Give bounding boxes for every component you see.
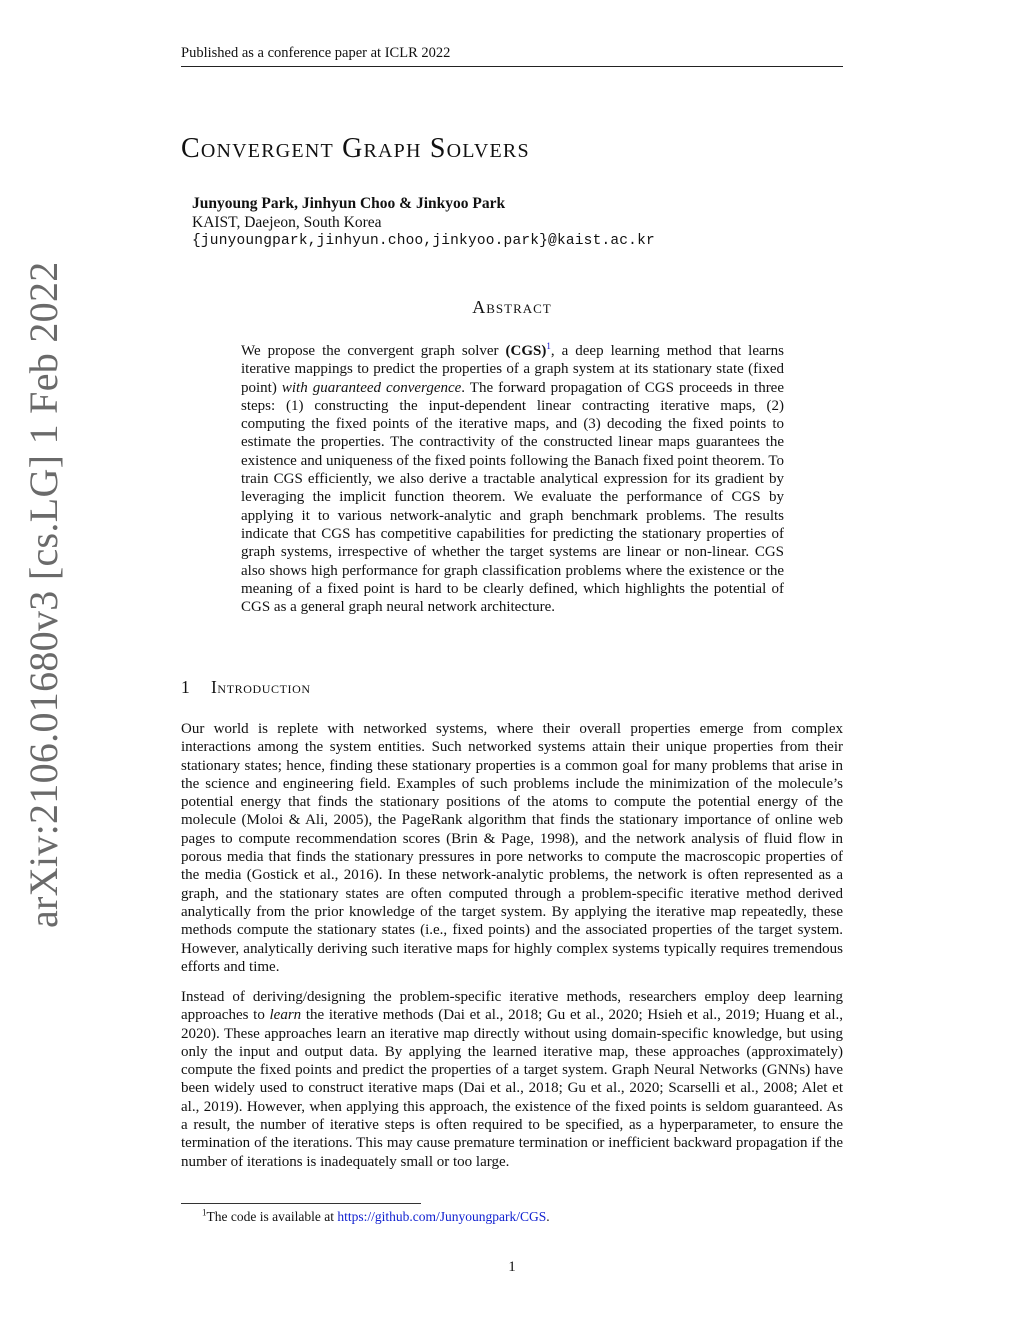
running-header: Published as a conference paper at ICLR 2022 — [181, 44, 843, 67]
paper-title: Convergent Graph Solvers — [181, 133, 530, 164]
intro-p2-rest: the iterative methods (Dai et al., 2018; Gu et al., 2020; Hsieh et al., 2019; Huang et al., 2020). These approaches learn an iterative map directly without using domain-specific knowledge, but using only the input and output data. By applying the learned iterative map, these approaches (approximately) compute the fixed points and predict the properties of a target system. Graph Neural Networks (GNNs) have been widely used to construct iterative maps (Dai et al., 2018; Gu et al., 2020; Scarselli et al., 2008; Alet et al., 2019). However, when applying this approach, the existence of the fixed points is seldom guaranteed. As a result, the number of iterative steps is often required to be specified, as a hyperparameter, to ensure the termination of the iterations. This may cause premature termination or inefficient backward propagation if the number of iterations is inadequately small or too large. — [181, 1007, 843, 1170]
abstract-intro: We propose the convergent graph solver — [241, 343, 506, 359]
arxiv-stamp: arXiv:2106.01680v3 [cs.LG] 1 Feb 2022 — [21, 261, 66, 928]
intro-p2-emphasis: learn — [269, 1007, 302, 1024]
footnote-divider — [181, 1203, 421, 1204]
footnote-mark-link[interactable]: 1 — [546, 341, 551, 351]
abstract-emphasis: with guaranteed convergence — [281, 379, 462, 396]
section-heading — [181, 676, 311, 698]
footnote — [202, 1208, 550, 1226]
footnote-text: The code is available at — [206, 1209, 338, 1224]
abstract-text-2: . The forward propagation of CGS proceeds in three steps: (1) constructing the input-dependent linear contracting iterative maps, (2) computing the fixed points of the iterative maps, and (3) decoding the fixed points to estimate the properties. The contractivity of the constructed linear maps guarantees the existence and uniqueness of the fixed points following the Banach fixed point theorem. To train CGS efficiently, we also derive a tractable analytical expression for its gradient by leveraging the implicit function theorem. We evaluate the performance of CGS by applying it to various network-analytic and graph benchmark problems. The results indicate that CGS has competitive capabilities for predicting the stationary properties of graph systems, irrespective of whether the target systems are linear or non-linear. CGS also shows high performance for graph classification problems where the existence or the meaning of a fixed point is hard to be clearly defined, which highlights the potential of CGS as a general graph neural network architecture. — [241, 379, 785, 616]
author-email[interactable]: {junyoungpark,jinhyun.choo,jinkyoo.park}@kaist.ac.kr — [192, 233, 655, 249]
author-names: Junyoung Park, Jinhyun Choo & Jinkyoo Park — [192, 195, 506, 212]
footnote-mark: 1 — [202, 1207, 207, 1218]
abstract-body — [241, 342, 784, 616]
abstract-acronym: (CGS) — [505, 343, 547, 359]
abstract-text-1: , a deep learning method that learns iterative mappings to predict the properties of a graph system at its stationary state (fixed point) — [241, 343, 784, 396]
code-link[interactable]: https://github.com/Junyoungpark/CGS — [337, 1209, 547, 1224]
footnote-end: . — [546, 1209, 550, 1224]
abstract-heading: Abstract — [472, 297, 552, 317]
intro-paragraph-2 — [181, 988, 843, 1171]
section-number: 1 — [181, 677, 191, 697]
intro-paragraph-1: Our world is replete with networked systems, where their overall properties emerge from complex interactions among the system entities. Such networked systems attain their unique properties from their stationary states; hence, finding these stationary properties is a common goal for many problems that arise in the science and engineering field. Examples of such problems include the minimization of the molecule’s potential energy that finds the stationary positions of the atoms to compute the potential energy of the molecule (Moloi & Ali, 2005), the PageRank algorithm that finds the stationary importance of online web pages to compute recommendation scores (Brin & Page, 1998), and the network analysis of fluid flow in porous media that finds the stationary pressures in pore networks to compute the macroscopic properties of the media (Gostick et al., 2016). In these network-analytic problems, the network is often represented as a graph, and the stationary states are often computed through a problem-specific iterative method derived analytically from the prior knowledge of the target system. By applying the iterative map repeatedly, these methods compute the stationary states (i.e., fixed points) and the associated properties of the target system. However, analytically deriving such iterative maps for highly complex systems typically requires tremendous efforts and time. — [181, 721, 843, 975]
page-number: 1 — [508, 1259, 516, 1275]
author-affiliation: KAIST, Daejeon, South Korea — [192, 214, 382, 231]
author-block — [192, 194, 655, 251]
section-title: Introduction — [211, 677, 311, 697]
intro-p2-lead: Instead of deriving/designing the problem-specific iterative methods, researchers employ deep learning approaches to — [181, 989, 843, 1024]
